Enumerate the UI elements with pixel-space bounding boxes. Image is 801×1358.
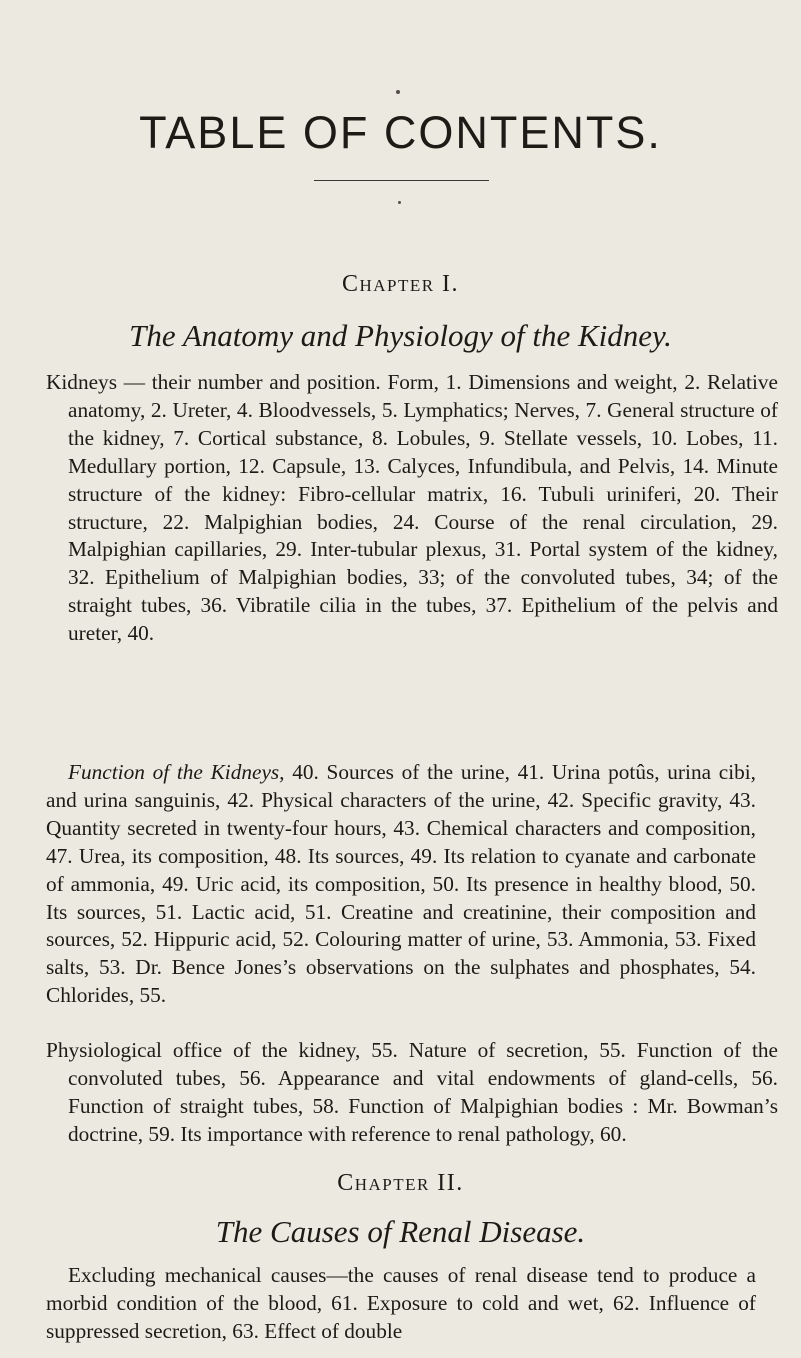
chapter-2-entry-causes (46, 1262, 756, 1346)
title-rule (314, 180, 489, 181)
top-ornament-dot (396, 90, 400, 94)
chapter-1-entry-physiology (46, 1037, 778, 1149)
chapter-2-label: Chapter II. (337, 1170, 464, 1196)
entry-text: Physiological office of the kidney, 55. Nature of secretion, 55. Function of the convoluted tubes, 56. Appearance and vital endowments of gland-cells, 56. Function of straight tubes, 58. Function of Malpighian bodies : Mr. Bowman’s doctrine, 59. Its importance with reference to renal pathology, 60. (46, 1038, 778, 1146)
entry-text: 40. Sources of the urine, 41. Urina potûs, urina cibi, and urina sanguinis, 42. Physical characters of the urine, 42. Specific gravity, 43. Quantity secreted in twenty-four hours, 43. Chemical characters and composition, 47. Urea, its composition, 48. Its sources, 49. Its relation to cyanate and carbonate of ammonia, 49. Uric acid, its composition, 50. Its presence in healthy blood, 50. Its sources, 51. Lactic acid, 51. Creatine and creatinine, their composition and sources, 52. Hippuric acid, 52. Colouring matter of urine, 53. Ammonia, 53. Fixed salts, 53. Dr. Bence Jones’s observations on the sulphates and phosphates, 54. Chlorides, 55. (46, 760, 756, 1008)
chapter-1-entry-anatomy (46, 369, 778, 648)
entry-text: Excluding mechanical causes—the causes of renal disease tend to produce a morbid condition of the blood, 61. Exposure to cold and wet, 62. Influence of suppressed secretion, 63. Effect of double (46, 1263, 756, 1343)
page-title: TABLE OF CONTENTS. (139, 107, 662, 158)
entry-lead: Function of the Kidneys, (68, 760, 285, 784)
chapter-1-label: Chapter I. (341, 271, 460, 297)
chapter-2-title: The Causes of Renal Disease. (215, 1214, 586, 1249)
rule-ornament-dot (398, 201, 401, 204)
entry-text: Kidneys — their number and position. Form, 1. Dimensions and weight, 2. Relative anatomy, 2. Ureter, 4. Bloodvessels, 5. Lymphatics; Nerves, 7. General structure of the kidney, 7. Cortical substance, 8. Lobules, 9. Stellate vessels, 10. Lobes, 11. Medullary portion, 12. Capsule, 13. Calyces, Infundibula, and Pelvis, 14. Minute structure of the kidney: Fibro-cellular matrix, 16. Tubuli uriniferi, 20. Their structure, 22. Malpighian bodies, 24. Course of the renal circulation, 29. Malpighian capillaries, 29. Inter-tubular plexus, 31. Portal system of the kidney, 32. Epithelium of Malpighian bodies, 33; of the convoluted tubes, 34; of the straight tubes, 36. Vibratile cilia in the tubes, 37. Epithelium of the pelvis and ureter, 40. (46, 370, 778, 646)
chapter-1-title: The Anatomy and Physiology of the Kidney. (129, 318, 672, 353)
chapter-1-entry-function (46, 759, 756, 1010)
